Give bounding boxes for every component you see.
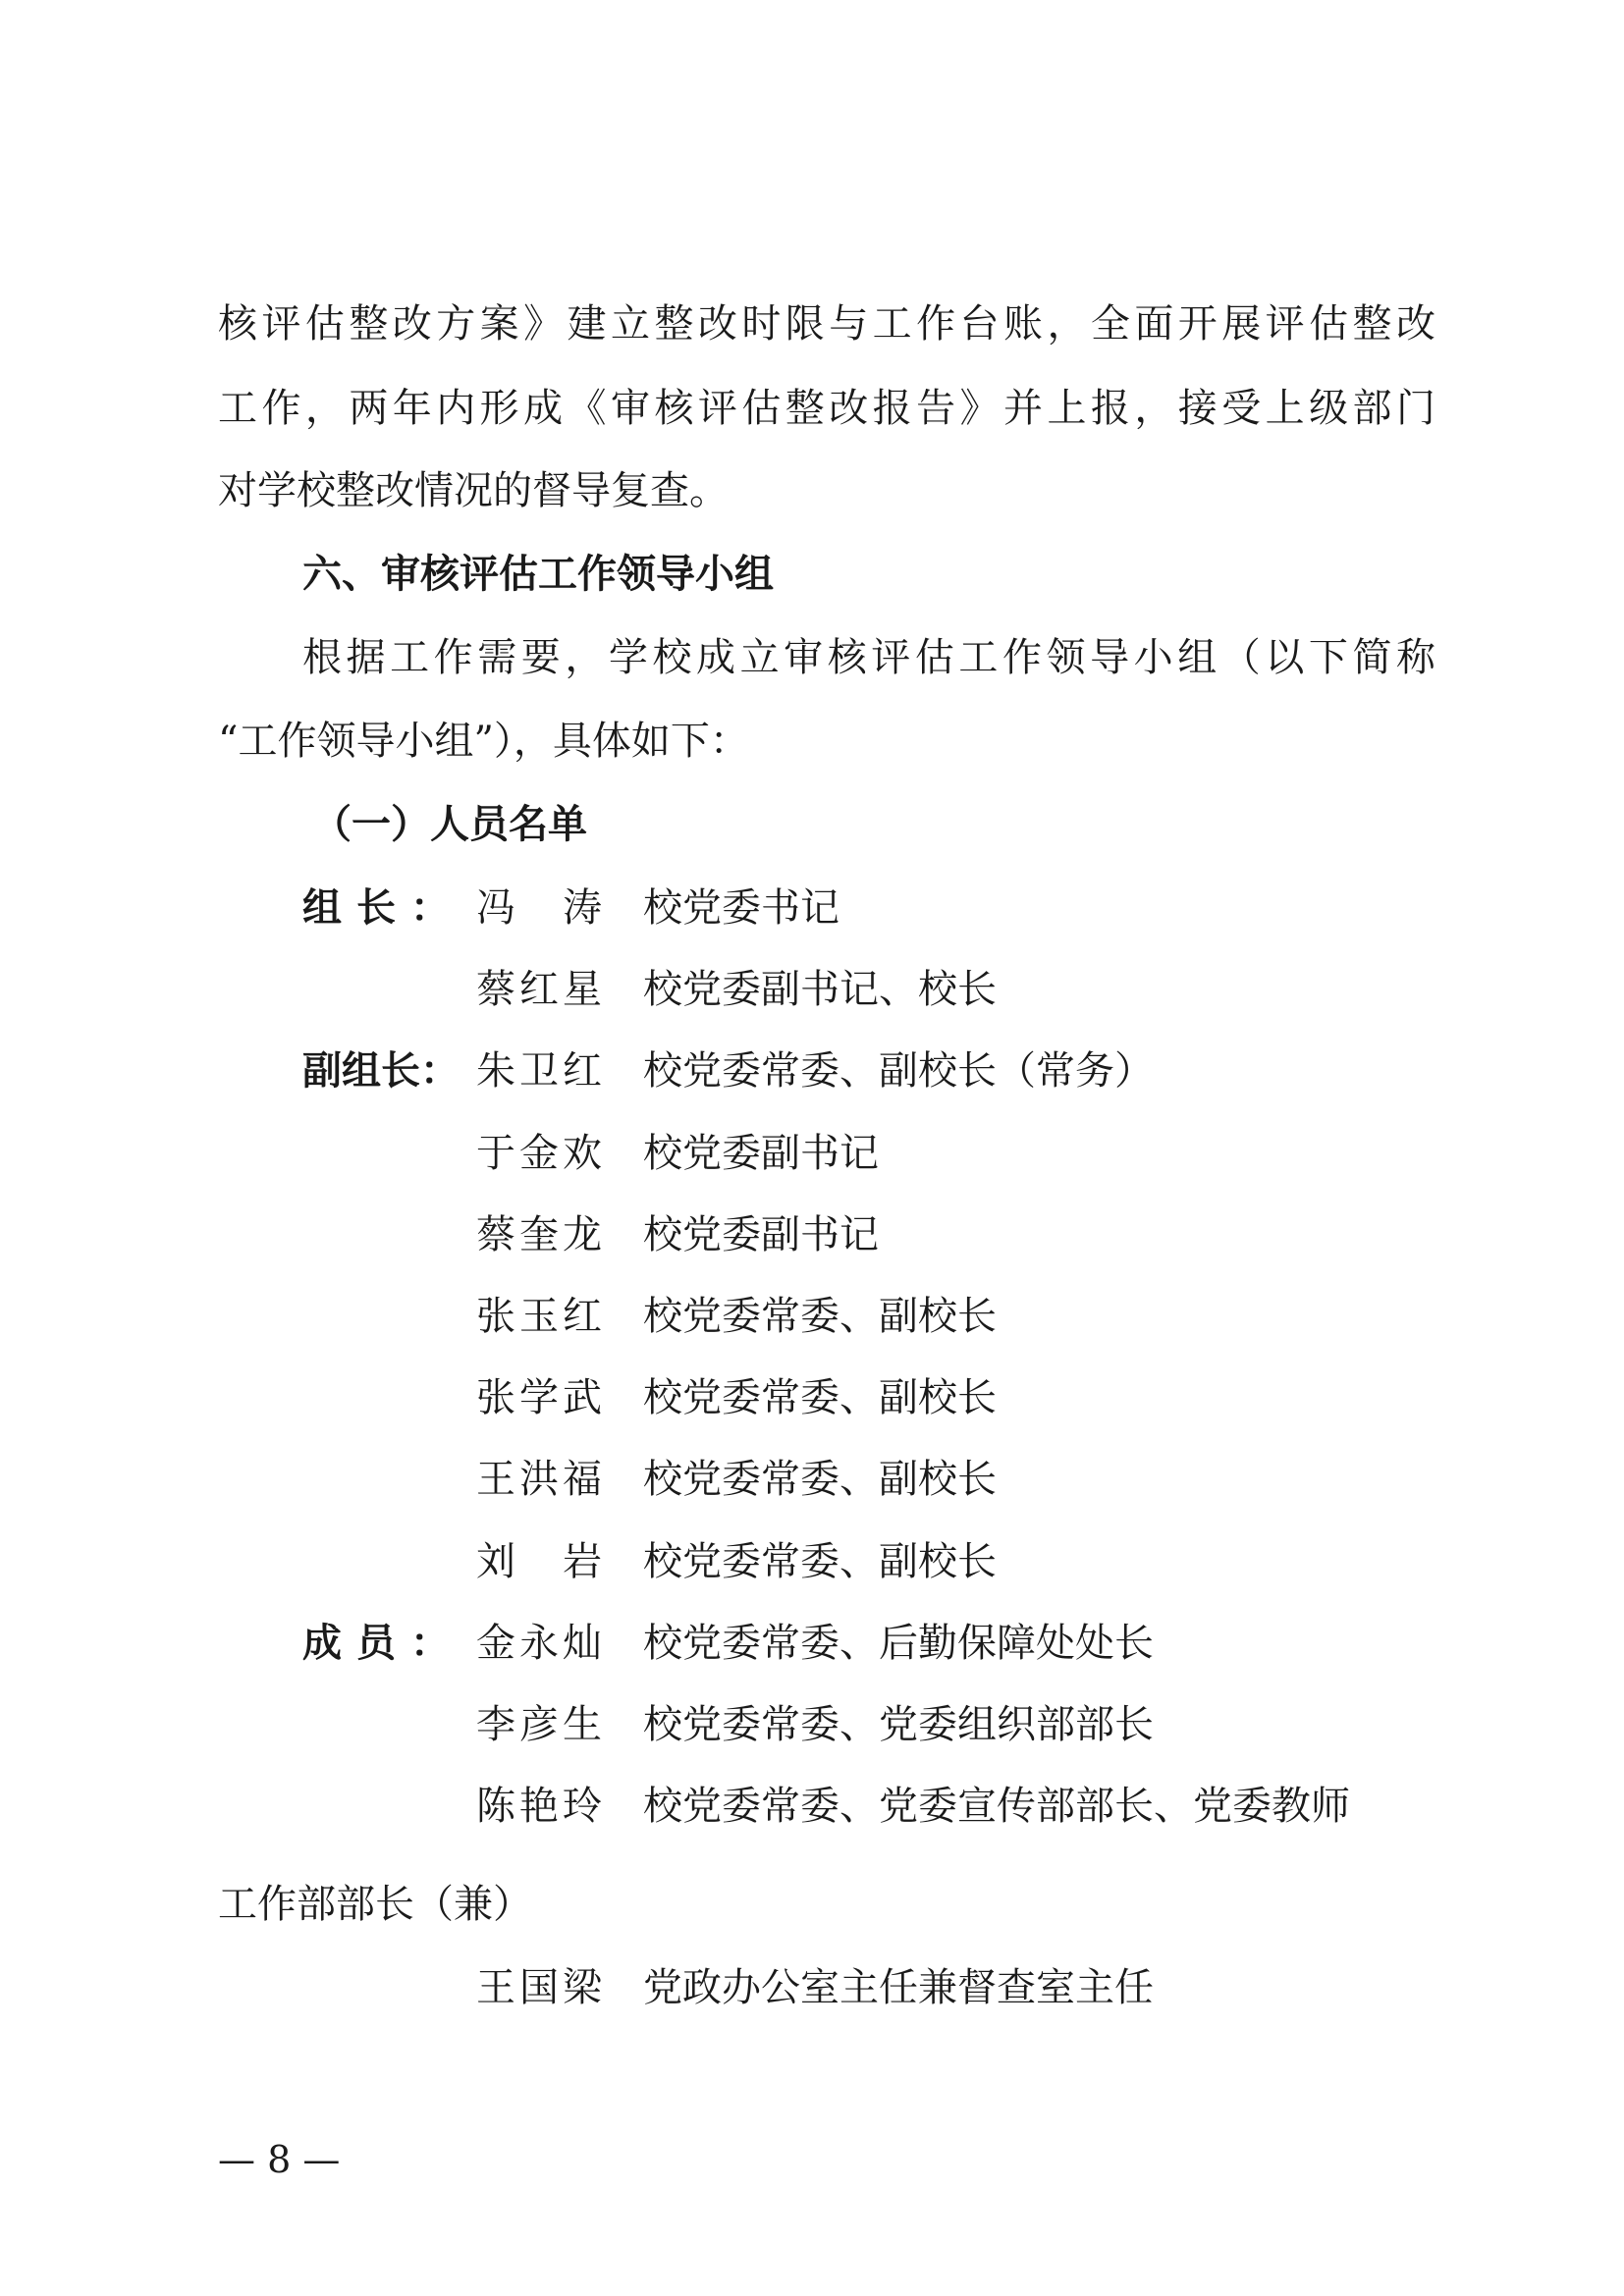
member-title: 校党委常委、后勤保障处处长 xyxy=(643,1620,1154,1666)
paragraph-line: 根据工作需要，学校成立审核评估工作领导小组（以下简称 xyxy=(302,635,1435,680)
member-title: 校党委常委、副校长 xyxy=(643,1375,997,1421)
member-row xyxy=(0,1287,1624,1346)
member-name: 刘岩 xyxy=(476,1538,602,1584)
member-role: 副组长： xyxy=(302,1048,460,1095)
member-row xyxy=(0,1205,1624,1264)
subsection-heading: （一）人员名单 xyxy=(312,802,587,847)
member-title: 校党委常委、副校长 xyxy=(643,1538,997,1584)
member-name: 冯涛 xyxy=(476,885,602,931)
member-role: 成员： xyxy=(302,1620,450,1666)
member-name: 朱卫红 xyxy=(476,1048,602,1095)
member-row xyxy=(0,1777,1624,1836)
member-row xyxy=(0,1958,1624,2017)
member-title: 校党委常委、副校长 xyxy=(643,1294,997,1339)
paragraph-line: “工作领导小组”），具体如下： xyxy=(218,719,749,764)
paragraph-line: 工作，两年内形成《审核评估整改报告》并上报，接受上级部门 xyxy=(218,386,1435,431)
member-name: 蔡红星 xyxy=(476,967,602,1013)
member-title: 校党委副书记、校长 xyxy=(643,967,997,1013)
section-heading: 六、审核评估工作领导小组 xyxy=(302,552,774,597)
member-row xyxy=(0,1532,1624,1591)
member-name: 陈艳玲 xyxy=(476,1784,602,1830)
member-title: 校党委常委、党委宣传部部长、党委教师 xyxy=(643,1784,1350,1830)
member-row xyxy=(0,960,1624,1019)
member-name: 李彦生 xyxy=(476,1702,602,1747)
member-name: 张玉红 xyxy=(476,1294,602,1339)
member-name: 金永灿 xyxy=(476,1620,602,1666)
member-row xyxy=(0,1450,1624,1509)
member-row xyxy=(0,1614,1624,1673)
member-row xyxy=(0,1368,1624,1427)
member-name: 蔡奎龙 xyxy=(476,1211,602,1257)
member-title: 校党委书记 xyxy=(643,885,839,931)
member-title: 校党委常委、党委组织部部长 xyxy=(643,1702,1154,1747)
paragraph-line: 核评估整改方案》建立整改时限与工作台账，全面开展评估整改 xyxy=(218,301,1435,347)
member-title: 党政办公室主任兼督查室主任 xyxy=(643,1965,1154,2010)
paragraph-line: 对学校整改情况的督导复查。 xyxy=(218,468,729,513)
member-continuation: 工作部部长（兼） xyxy=(218,1882,532,1927)
member-name: 于金欢 xyxy=(476,1130,602,1176)
member-title: 校党委常委、副校长（常务） xyxy=(643,1048,1154,1095)
member-name: 王国梁 xyxy=(476,1965,602,2010)
member-title: 校党委副书记 xyxy=(643,1211,879,1257)
member-name: 张学武 xyxy=(476,1375,602,1421)
page-number: — 8 — xyxy=(218,2138,341,2181)
member-row xyxy=(0,1695,1624,1754)
member-row xyxy=(0,1124,1624,1183)
member-row xyxy=(0,879,1624,937)
member-title: 校党委常委、副校长 xyxy=(643,1457,997,1503)
member-role: 组长： xyxy=(302,885,450,931)
member-title: 校党委副书记 xyxy=(643,1130,879,1176)
member-name: 王洪福 xyxy=(476,1457,602,1503)
member-row xyxy=(0,1041,1624,1100)
